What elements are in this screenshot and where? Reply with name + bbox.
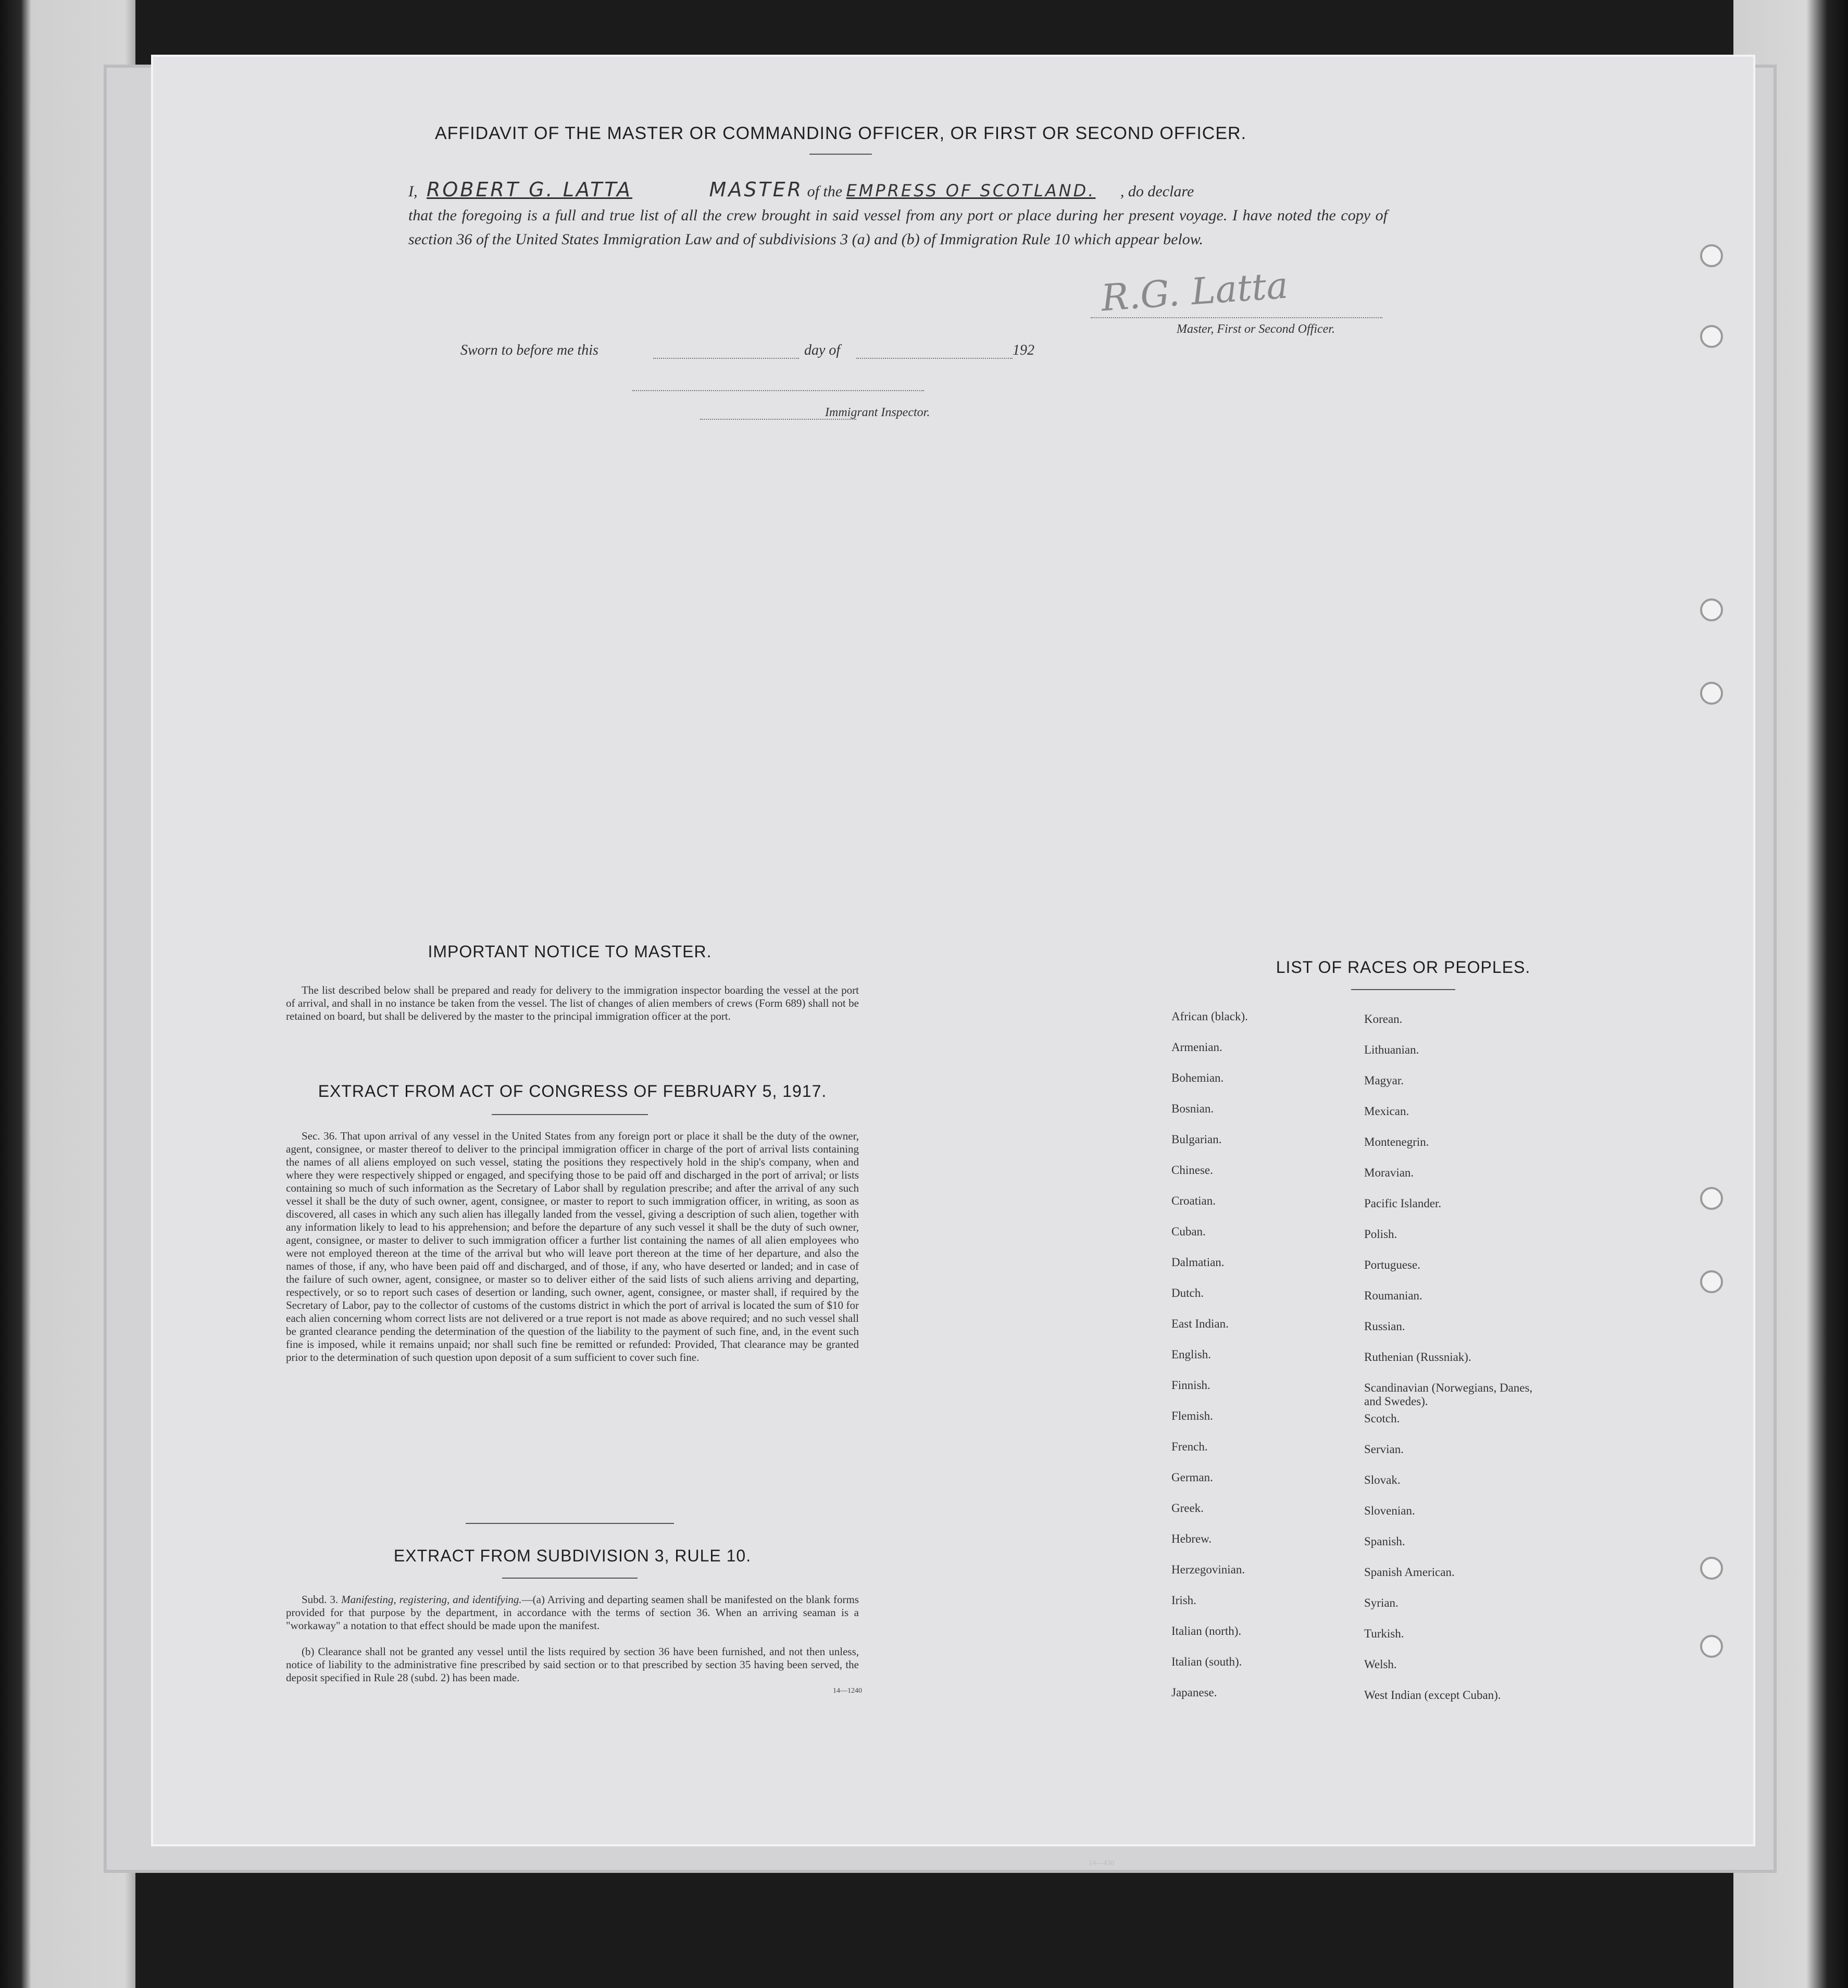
races-right-column (1364, 1012, 1552, 1719)
race-item: Finnish. (1171, 1379, 1210, 1392)
sworn-day-line (653, 358, 799, 359)
race-item: Italian (north). (1171, 1624, 1242, 1637)
sworn-prefix: Sworn to before me this (460, 342, 598, 358)
master-signature: R.G. Latta (1100, 264, 1290, 320)
race-item: Scotch. (1364, 1412, 1400, 1425)
section-text: That upon arrival of any vessel in the United States from any foreign port or place it shall be the duty of the owner, agent, consignee, or master thereof to deliver to the principal immigration officer in charge of the port of arrival lists containing the names of all aliens employed on such vessel, stating the positions they respectively hold in the ship's company, when and where they were respectively shipped or engaged, and specifying those to be paid off and discharged in the port of arrival; or lists containing so much of such information as the Secretary of Labor shall by regulation prescribe; and after the arrival of any such vessel it shall be the duty of such owner, agent, consignee, or master to report to such immigration officer, in writing, as soon as discovered, all cases in which any such alien has illegally landed from the vessel, giving a description of such alien, together with any information likely to lead to his apprehension; and before the departure of any such vessel it shall be the duty of such owner, agent, consignee, or master to deliver to such immigration officer a further list containing the names of all alien employees who were not employed thereon at the time of the arrival but who will leave port thereon at the time of her departure, and also the names of those, if any, who have been paid off and discharged, and of those, if any, who have deserted or landed; and in case of the failure of such owner, agent, consignee, or master so to deliver either of the said lists of such aliens arriving and departing, respectively, or so to report such cases of desertion or landing, such owner, agent, consignee, or master shall, if required by the Secretary of Labor, pay to the collector of customs of the customs district in which the port of arrival is located the sum of $10 for each alien concerning whom correct lists are not delivered or a true report is not made as above required; and no such vessel shall be granted clearance pending the determination of the question of the liability to the payment of such fine, and, in the event such fine is imposed, while it remains unpaid; nor shall such fine be remitted or refunded: Provided, That clearance may be granted prior to the determination of such question upon deposit of a sum sufficient to cover such fine. (286, 1130, 859, 1364)
divider (809, 154, 872, 155)
race-item: Herzegovinian. (1171, 1563, 1245, 1576)
race-item: Slovenian. (1364, 1504, 1415, 1517)
race-item: Roumanian. (1364, 1289, 1422, 1302)
binder-hole (1700, 325, 1723, 348)
binder-hole (1700, 1270, 1723, 1293)
race-item: Lithuanian. (1364, 1043, 1419, 1056)
binder-hole (1700, 682, 1723, 705)
race-item: Slovak. (1364, 1473, 1401, 1486)
manifest-back-page (151, 55, 1755, 1846)
binder-hole (1700, 1187, 1723, 1210)
act-title: EXTRACT FROM ACT OF CONGRESS OF FEBRUARY 5, 1917. (318, 1082, 827, 1101)
race-item: Cuban. (1171, 1225, 1206, 1238)
race-item: Italian (south). (1171, 1655, 1242, 1668)
inspector-caption: Immigrant Inspector. (825, 406, 930, 419)
act-text (286, 1130, 859, 1364)
form-number: 14—1240 (833, 1687, 862, 1695)
race-item: Portuguese. (1364, 1258, 1420, 1271)
race-item: Dutch. (1171, 1286, 1204, 1299)
race-item: Chinese. (1171, 1164, 1213, 1177)
master-name-field: ROBERT G. LATTA (427, 178, 633, 201)
sworn-year: 192 (1013, 342, 1034, 358)
race-item: Syrian. (1364, 1596, 1399, 1609)
race-item: Russian. (1364, 1320, 1405, 1333)
inspector-line-1 (632, 390, 924, 391)
rule-title: EXTRACT FROM SUBDIVISION 3, RULE 10. (393, 1546, 752, 1565)
race-item: Pacific Islander. (1364, 1197, 1442, 1210)
race-item: Croatian. (1171, 1194, 1216, 1207)
vessel-name-field: EMPRESS OF SCOTLAND. (846, 181, 1096, 201)
race-item: Spanish American. (1364, 1566, 1455, 1579)
do-declare-label: , do declare (1120, 183, 1194, 200)
binder-hole (1700, 244, 1723, 267)
subd-text-a: —(a) Arriving and departing seamen shall be manifested on the blank forms provided for that purpose by the department, in accordance with the terms of section 36. When an arriving seaman is a "workaway" a notation to that effect should be made upon the manifest. (286, 1593, 859, 1632)
affidavit-pronoun: I, (408, 183, 418, 200)
race-item: Servian. (1364, 1443, 1404, 1456)
race-item: Greek. (1171, 1502, 1204, 1515)
affidavit-first-line (408, 178, 1398, 204)
affidavit-body: that the foregoing is a full and true list of all the crew brought in said vessel from any port or place during her present voyage. I have noted the copy of section 36 of the United States Immigration Law and of subdivisions 3 (a) and (b) of Immigration Rule 10 which appear below. (408, 207, 1388, 248)
race-item: Dalmatian. (1171, 1256, 1225, 1269)
race-item: Montenegrin. (1364, 1135, 1429, 1148)
divider (492, 1114, 648, 1115)
bottom-form-number: 14—430 (1089, 1859, 1114, 1867)
race-item: German. (1171, 1471, 1213, 1484)
races-left-column (1171, 1010, 1369, 1717)
race-item: Scandinavian (Norwegians, Danes, and Swedes). (1364, 1381, 1533, 1408)
divider (1351, 989, 1455, 990)
binder-hole (1700, 1557, 1723, 1580)
race-item: Irish. (1171, 1594, 1196, 1607)
affidavit-title: AFFIDAVIT OF THE MASTER OR COMMANDING OFFICER, OR FIRST OR SECOND OFFICER. (434, 123, 1247, 143)
race-item: Ruthenian (Russniak). (1364, 1351, 1471, 1364)
race-item: Welsh. (1364, 1658, 1397, 1671)
race-item: East Indian. (1171, 1317, 1229, 1330)
sworn-day-label: day of (804, 342, 841, 358)
race-item: Japanese. (1171, 1686, 1217, 1699)
race-item: Korean. (1364, 1012, 1403, 1026)
affidavit-text (408, 178, 1398, 252)
binder-hole (1700, 598, 1723, 621)
subd-heading: Manifesting, registering, and identifying. (341, 1593, 522, 1606)
race-item: Mexican. (1364, 1105, 1409, 1118)
race-item: Flemish. (1171, 1409, 1213, 1422)
race-item: Spanish. (1364, 1535, 1405, 1548)
race-item: Hebrew. (1171, 1532, 1212, 1545)
race-item: Turkish. (1364, 1627, 1404, 1640)
notice-title: IMPORTANT NOTICE TO MASTER. (428, 942, 712, 961)
binder-hole (1700, 1635, 1723, 1658)
race-item: Bosnian. (1171, 1102, 1214, 1115)
rule-text-b: (b) Clearance shall not be granted any vessel until the lists required by section 36 have been furnished, and not then unless, notice of liability to the administrative fine prescribed by said section or to that prescribed by section 35 having been served, the deposit specified in Rule 28 (subd. 2) has been made. (286, 1645, 859, 1684)
rule-text-a (286, 1593, 859, 1632)
race-item: Bohemian. (1171, 1071, 1224, 1084)
signature-line (1091, 317, 1382, 318)
rank-field: MASTER (709, 178, 804, 201)
race-item: Moravian. (1364, 1166, 1414, 1179)
race-item: English. (1171, 1348, 1212, 1361)
divider (502, 1578, 638, 1579)
race-item: Bulgarian. (1171, 1133, 1222, 1146)
of-the-label: of the (807, 183, 843, 200)
notice-text: The list described below shall be prepared and ready for delivery to the immigration inspector boarding the vessel at the port of arrival, and shall in no instance be taken from the vessel. The list of changes of alien members of crews (Form 689) shall not be retained on board, but shall be delivered by the master to the principal immigration officer at the port. (286, 984, 859, 1022)
race-item: Magyar. (1364, 1074, 1404, 1087)
races-title: LIST OF RACES OR PEOPLES. (1276, 958, 1531, 977)
race-item: French. (1171, 1440, 1208, 1453)
race-item: West Indian (except Cuban). (1364, 1689, 1501, 1702)
subd-label: Subd. 3. (302, 1593, 339, 1606)
divider (466, 1523, 674, 1524)
sworn-month-line (856, 358, 1013, 359)
signature-caption: Master, First or Second Officer. (1177, 322, 1335, 336)
race-item: African (black). (1171, 1010, 1248, 1023)
race-item: Armenian. (1171, 1041, 1222, 1054)
race-item: Polish. (1364, 1228, 1397, 1241)
section-label: Sec. 36. (302, 1130, 338, 1142)
